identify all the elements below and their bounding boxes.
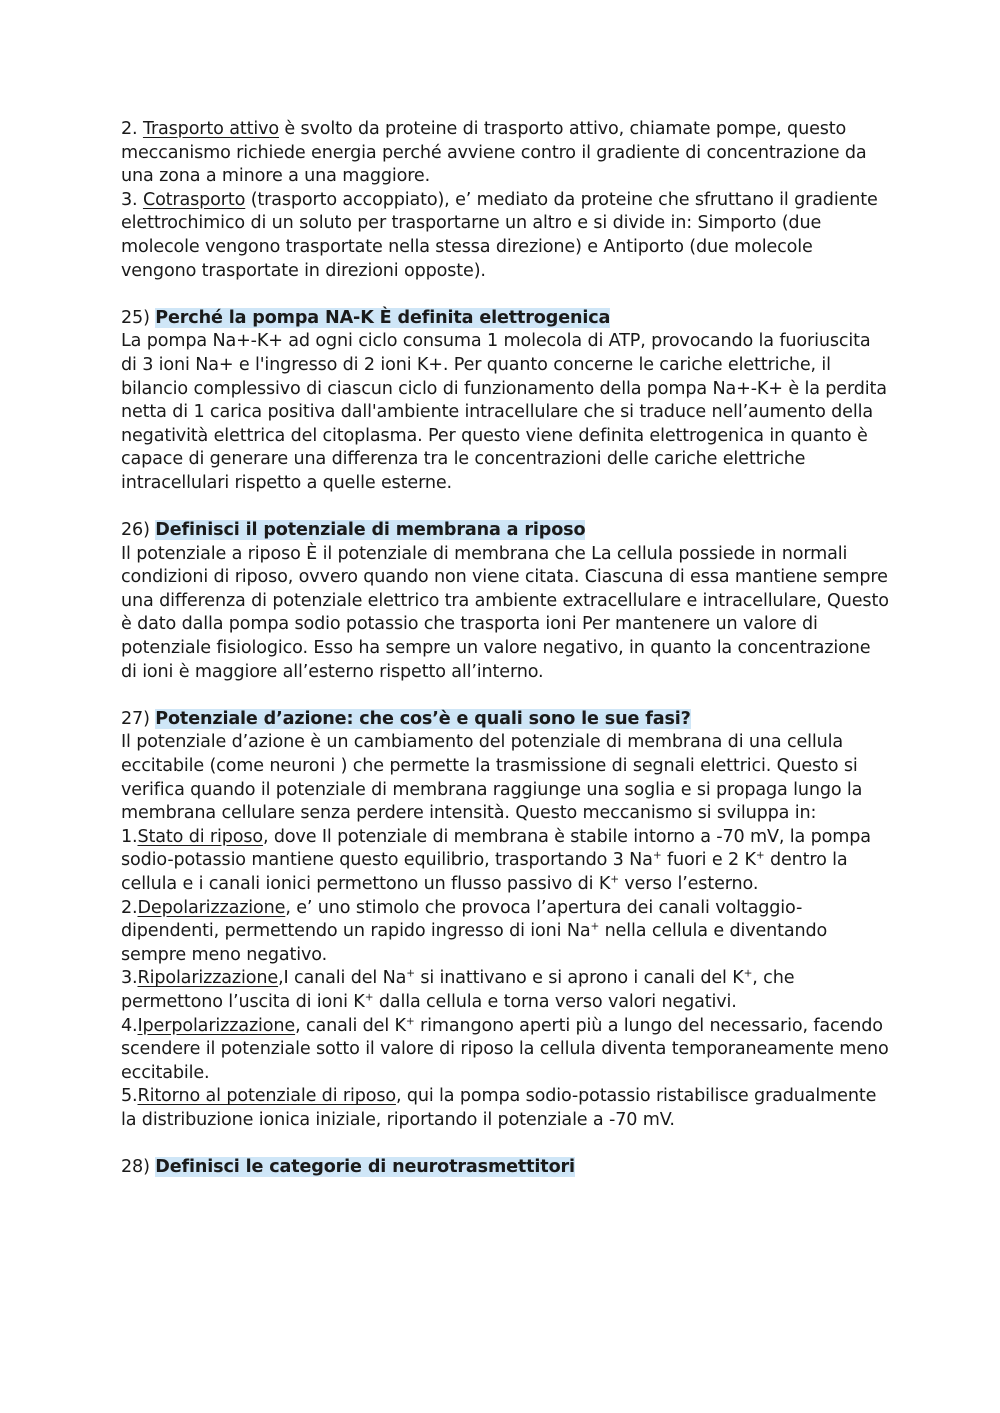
phase-number: 5. [121,1086,138,1107]
phase-item [121,1015,891,1086]
paragraph-trasporto-attivo [121,118,891,189]
charge-superscript: + [743,968,753,981]
phase-text: , qui la pompa sodio-potassio ristabilisce gradualmente la distribuzione ionica iniziale, riportando il potenziale a -70 mV. [121,1086,877,1130]
phase-text: , e’ uno stimolo che provoca l’apertura dei canali voltaggio-dipendenti, permettendo un rapido ingresso di ioni Na [121,897,803,942]
question-26-answer: Il potenziale a riposo È il potenziale di membrana che La cellula possiede in normali condizioni di riposo, ovvero quando non viene citata. Ciascuna di essa mantiene sempre una differenza di potenziale elettrico tra ambiente extracellulare e intracellulare, Questo è dato dalla pompa sodio potassio che trasporta ioni Per mantenere un valore di potenziale fisiologico. Esso ha sempre un valore negativo, in quanto la concentrazione di ioni è maggiore all’esterno rispetto all’interno. [121,543,889,682]
phase-number: 4. [121,1015,138,1036]
question-number: 28) [121,1157,156,1178]
item-text: è svolto da proteine di trasporto attivo, chiamate pompe, questo meccanismo richiede energia perché avviene contro il gradiente di concentrazione da una zona a minore a una maggiore. [121,119,867,187]
charge-superscript: + [590,920,600,933]
phase-number: 2. [121,897,138,918]
phase-text: nella cellula e diventando sempre meno negativo. [121,921,828,965]
term-cotrasporto: Cotrasporto [142,189,246,210]
question-title: Definisci il potenziale di membrana a riposo [155,520,586,541]
term-trasporto-attivo: Trasporto attivo [142,119,279,139]
question-26-heading [121,519,891,543]
phase-item [121,1085,891,1132]
phase-number: 1. [121,826,138,847]
phase-term: Ripolarizzazione [137,968,279,989]
charge-superscript: + [652,850,662,863]
question-25-heading [121,307,891,331]
phase-text: , canali del K [295,1015,406,1036]
phase-text: dentro la cellula e i canali ionici permettono un flusso passivo di K [121,850,848,894]
question-27-intro: Il potenziale d’azione è un cambiamento del potenziale di membrana di una cellula eccitabile (come neuroni ) che permette la trasmissione di segnali elettrici. Questo si verifica quando il potenziale di membrana raggiunge una soglia e si propaga lungo la membrana cellulare senza perdere intensità. Questo meccanismo si sviluppa in: [121,732,863,824]
question-title: Perché la pompa NA-K È definita elettrogenica [155,307,611,328]
phase-term: Depolarizzazione [137,897,286,918]
question-25-answer: La pompa Na+-K+ ad ogni ciclo consuma 1 molecola di ATP, provocando la fuoriuscita di 3 ioni Na+ e l'ingresso di 2 ioni K+. Per quanto concerne le cariche elettriche, il bilancio complessivo di ciascun ciclo di funzionamento della pompa Na+-K+ è la perdita netta di 1 carica positiva dall'ambiente intracellulare che si traduce nell’aumento della negatività elettrica del citoplasma. Per questo viene definita elettrogenica in quanto è capace di generare una differenza tra le concentrazioni delle cariche elettriche intracellulari rispetto a quelle esterne. [121,331,887,493]
phase-text: si inattivano e si aprono i canali del K [414,968,744,989]
phase-text: , dove Il potenziale di membrana è stabile intorno a -70 mV, la pompa sodio-potassio mantiene questo equilibrio, trasportando 3 Na [121,826,871,871]
question-number: 27) [121,708,156,729]
phase-text: , che permettono l’uscita di ioni K [121,968,795,1012]
phase-text: rimangono aperti più a lungo del necessario, facendo scendere il potenziale sotto il valore di riposo la cellula diventa temporaneamente meno eccitabile. [121,1015,889,1083]
paragraph-cotrasporto [121,189,891,283]
phase-text: verso l’esterno. [618,874,759,894]
phase-text: fuori e 2 K [661,850,756,871]
charge-superscript: + [755,850,765,863]
item-number: 2. [121,119,143,139]
phase-item [121,826,891,897]
phase-term: Iperpolarizzazione [137,1015,296,1036]
charge-superscript: + [364,991,374,1004]
phase-number: 3. [121,968,138,989]
item-text: (trasporto accoppiato), e’ mediato da proteine che sfruttano il gradiente elettrochimico di un soluto per trasportarne un altro e si divide in: Simporto (due molecole vengono trasportate nella stessa direzione) e Antiporto (due molecole vengono trasportate in direzioni opposte). [121,189,878,281]
charge-superscript: + [406,968,415,981]
phase-term: Stato di riposo [137,826,263,847]
item-number: 3. [121,189,143,210]
phase-item [121,897,891,968]
question-28-heading [121,1156,891,1180]
phase-term: Ritorno al potenziale di riposo [137,1086,396,1107]
phase-text: ,I canali del Na [278,968,407,989]
phase-item [121,967,891,1014]
question-title: Potenziale d’azione: che cos’è e quali sono le sue fasi? [155,708,691,729]
phase-text: dalla cellula e torna verso valori negativi. [373,991,737,1012]
question-title: Definisci le categorie di neurotrasmettitori [155,1157,575,1178]
charge-superscript: + [405,1015,415,1028]
question-number: 26) [121,520,156,541]
document-page [121,118,891,1180]
charge-superscript: + [610,873,619,886]
question-number: 25) [121,307,156,328]
question-27-heading [121,708,891,732]
phase-list [121,826,891,1133]
